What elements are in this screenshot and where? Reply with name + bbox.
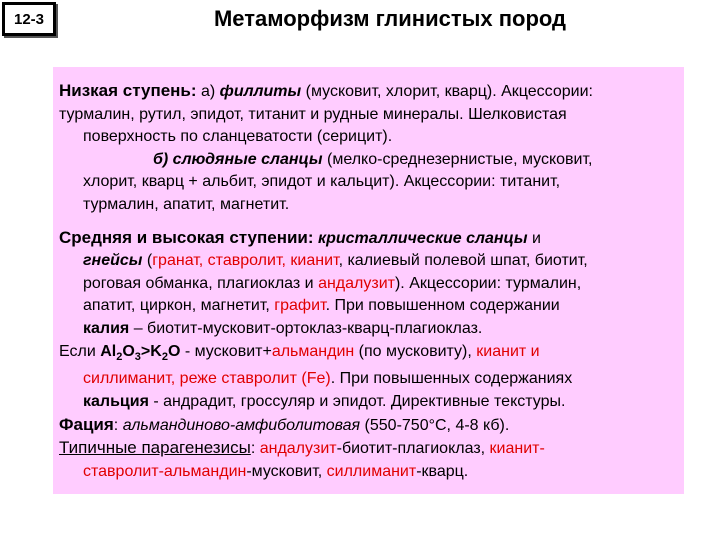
red-almandine: альмандин	[271, 342, 355, 360]
term-potassium: калия	[83, 319, 130, 337]
al-mid: (по мусковиту),	[354, 342, 477, 360]
facies-name: альмандиново-амфиболитовая	[122, 416, 361, 434]
al-line-2	[59, 368, 678, 391]
low-grade-line-6: турмалин, апатит, магнетит.	[83, 195, 290, 213]
low-grade-line-5: хлорит, кварц + альбит, эпидот и кальцит). Акцессории: титанит,	[83, 173, 561, 191]
mid-grade-line-2	[59, 250, 678, 273]
al-line3-rest: - андрадит, гроссуляр и эпидот. Директивные текстуры.	[148, 392, 566, 410]
red-garnet-staurolite-kyanite: гранат, ставролит, кианит	[152, 252, 339, 270]
o-symbol: O	[122, 342, 135, 360]
paragenesis-p2-rest: -мусковит,	[246, 462, 327, 480]
paragenesis-colon: :	[250, 440, 260, 458]
mid-grade-line-4	[59, 295, 678, 318]
low-a-rest: (мусковит, хлорит, кварц). Акцессории:	[301, 83, 593, 100]
red-kyanite: кианит-	[489, 440, 545, 458]
low-grade-heading: Низкая ступень:	[59, 81, 197, 100]
mid-line3-start: роговая обманка, плагиоклаз и	[83, 274, 319, 292]
low-grade-line-1	[59, 80, 678, 104]
o-sub: 3	[134, 350, 141, 363]
mid-grade-line-5	[59, 318, 678, 341]
red-andalusite: андалузит	[318, 274, 395, 292]
red-staurolite-almandine: ставролит-альмандин	[83, 462, 247, 480]
al-line-1	[59, 341, 678, 369]
red-andalusite-2: андалузит	[259, 440, 337, 458]
low-grade-line-3: поверхность по сланцеватости (серицит).	[83, 128, 393, 146]
term-calcium: кальция	[83, 392, 149, 410]
mid-line5-rest: – биотит-мусковит-ортоклаз-кварц-плагиоклаз.	[129, 319, 483, 337]
paragenesis-line-1	[59, 437, 678, 461]
facies-colon: :	[113, 416, 123, 434]
mid-open-paren: (	[142, 252, 153, 270]
paragenesis-p1-rest: -биотит-плагиоклаз,	[336, 440, 490, 458]
term-crystalline-schists: кристаллические сланцы	[318, 229, 528, 247]
mid-grade-line-3	[59, 273, 678, 296]
term-mica-schists: б) слюдяные сланцы	[153, 150, 323, 168]
low-b-rest: (мелко-среднезернистые, мусковит,	[322, 150, 593, 168]
mid-grade-line-1	[59, 227, 678, 251]
facies-line	[59, 414, 678, 438]
paragenesis-label: Типичные парагенезисы	[59, 438, 251, 458]
al-symbol: Al	[100, 342, 117, 360]
al-if: Если	[59, 342, 101, 360]
k-sub: 2	[161, 350, 168, 363]
paragenesis-line-2	[59, 461, 678, 484]
gt-k-symbol: >K	[140, 342, 162, 360]
facies-label: Фация	[59, 414, 114, 434]
term-gneisses: гнейсы	[83, 252, 143, 270]
red-sillimanite: силлиманит	[326, 462, 417, 480]
mid-line4-start: апатит, циркон, магнетит,	[83, 297, 275, 315]
al-line2-rest: . При повышенных содержаниях	[330, 370, 573, 388]
al-sub: 2	[116, 350, 123, 363]
low-grade-line-2: турмалин, рутил, эпидот, титанит и рудные минералы. Шелковистая	[59, 105, 567, 123]
mid-line3-end: ). Акцессории: турмалин,	[394, 274, 582, 292]
red-graphite: графит	[274, 297, 326, 315]
red-sillimanite-staurolite: силлиманит, реже ставролит (Fe)	[83, 370, 331, 388]
mid-and: и	[527, 229, 541, 247]
low-a-prefix: а)	[196, 83, 220, 100]
page-title: Метаморфизм глинистых пород	[213, 6, 567, 31]
slide-number: 12-3	[13, 10, 45, 28]
content-panel	[53, 67, 684, 494]
term-phyllites: филлиты	[219, 83, 302, 100]
red-kyanite-and: кианит и	[476, 342, 540, 360]
mid-line4-end: . При повышенном содержании	[325, 297, 560, 315]
facies-rest: (550-750°С, 4‑8 кб).	[360, 416, 510, 434]
low-grade-line-4	[59, 149, 678, 172]
o2-symbol: O	[167, 342, 181, 360]
formula-al	[100, 342, 181, 363]
al-line-3	[59, 391, 678, 414]
paragenesis-p3-rest: -кварц.	[416, 462, 469, 480]
mid-line2-rest: , калиевый полевой шпат, биотит,	[338, 252, 588, 270]
mid-grade-heading: Средняя и высокая ступении:	[59, 227, 314, 247]
al-after: - мусковит+	[180, 342, 272, 360]
spacer	[59, 217, 678, 227]
slide-number-badge	[2, 2, 56, 36]
